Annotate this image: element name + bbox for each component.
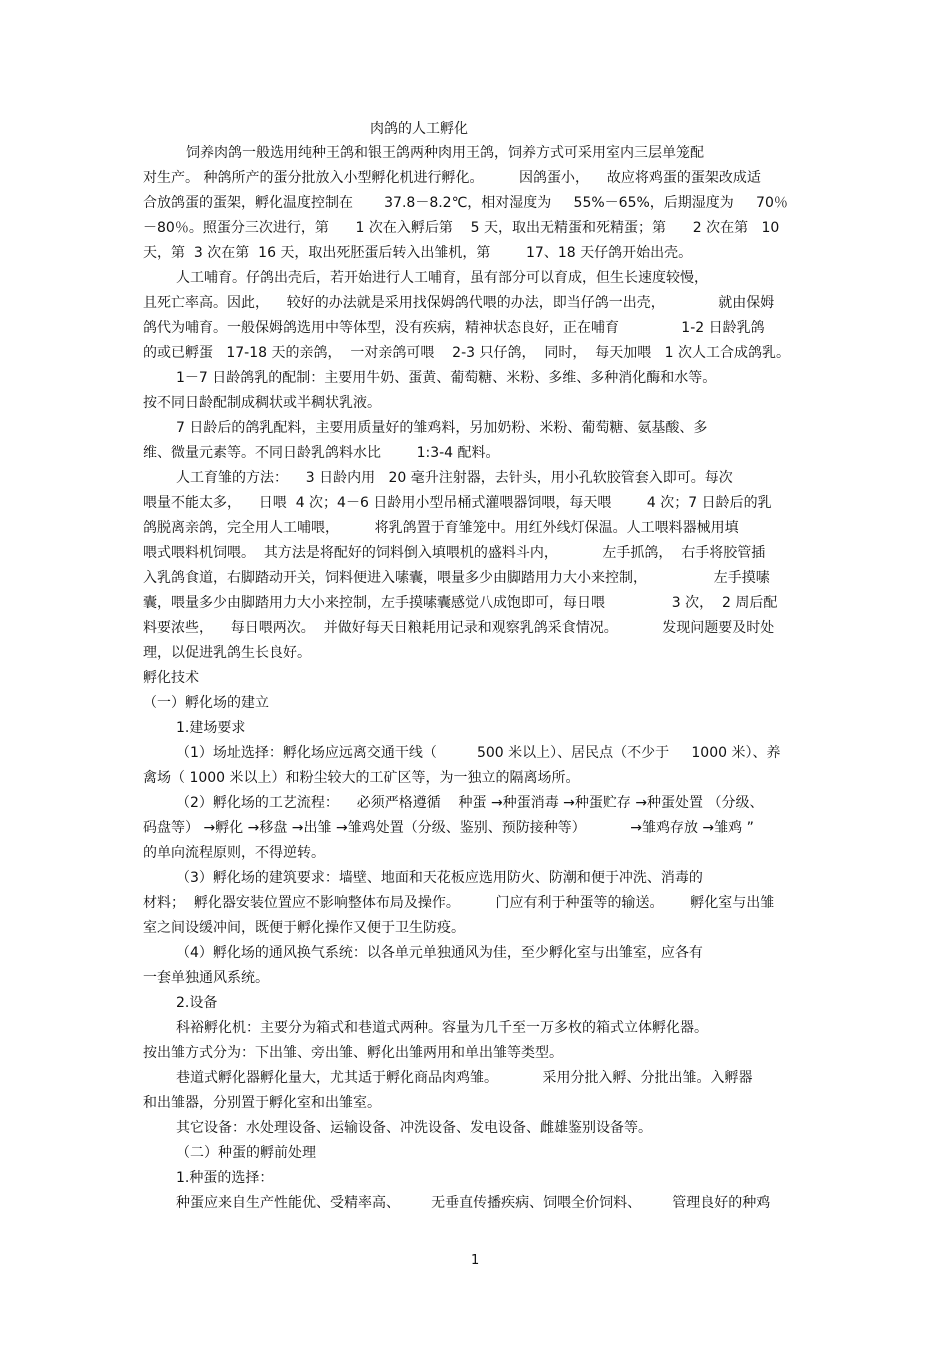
- text-line: 码盘等） →孵化 →移盘 →出雏 →雏鸡处置（分级、鉴别、预防接种等） →雏鸡存放 →雏鸡 ”: [143, 820, 754, 836]
- text-line: 鸽代为哺育。一般保姆鸽选用中等体型，没有疾病，精神状态良好，正在哺育 1-2 日龄乳鸽: [143, 320, 765, 336]
- text-line: 合放鸽蛋的蛋架，孵化温度控制在 37.8－8.2℃，相对湿度为 55%－65%，后期湿度为 70％: [143, 195, 788, 211]
- text-line: 种蛋应来自生产性能优、受精率高、 无垂直传播疾病、饲喂全价饲料、 管理良好的种鸡: [176, 1195, 771, 1211]
- subsection-heading: 2.设备: [176, 995, 218, 1011]
- text-line: （1）场址选择：孵化场应远离交通干线（ 500 米以上）、居民点（不少于 1000 米）、养: [176, 745, 781, 761]
- text-line: 材料； 孵化器安装位置应不影响整体布局及操作。 门应有利于种蛋等的输送。 孵化室与出雏: [143, 895, 775, 911]
- text-line: 的单向流程原则，不得逆转。: [143, 845, 325, 861]
- text-line: 理，以促进乳鸽生长良好。: [143, 645, 311, 661]
- page-number: 1: [471, 1253, 480, 1268]
- text-line: （4）孵化场的通风换气系统：以各单元单独通风为佳，至少孵化室与出雏室，应各有: [176, 945, 703, 961]
- text-line: －80％。照蛋分三次进行，第 1 次在入孵后第 5 天，取出无精蛋和死精蛋；第 2 次在第 10: [143, 220, 780, 236]
- text-line: 人工育雏的方法： 3 日龄内用 20 毫升注射器，去针头，用小孔软胶管套入即可。每次: [176, 470, 733, 486]
- text-line: （2）孵化场的工艺流程： 必须严格遵循 种蛋 →种蛋消毒 →种蛋贮存 →种蛋处置 （分级、: [176, 795, 764, 811]
- subsection-heading: （二）种蛋的孵前处理: [176, 1145, 316, 1161]
- section-heading: 孵化技术: [143, 670, 199, 686]
- subsection-heading: （一）孵化场的建立: [143, 695, 269, 711]
- text-line: 对生产。 种鸽所产的蛋分批放入小型孵化机进行孵化。 因鸽蛋小， 故应将鸡蛋的蛋架改成适: [143, 170, 761, 186]
- text-line: 人工哺育。仔鸽出壳后，若开始进行人工哺育，虽有部分可以育成，但生长速度较慢，: [176, 270, 708, 286]
- text-line: 其它设备：水处理设备、运输设备、冲洗设备、发电设备、雌雄鉴别设备等。: [176, 1120, 652, 1136]
- text-line: 按出雏方式分为：下出雏、旁出雏、孵化出雏两用和单出雏等类型。: [143, 1045, 563, 1061]
- text-line: 喂式喂料机饲喂。 其方法是将配好的饲料倒入填喂机的盛料斗内， 左手抓鸽， 右手将胶管插: [143, 545, 766, 561]
- text-line: 饲养肉鸽一般选用纯种王鸽和银王鸽两种肉用王鸽，饲养方式可采用室内三层单笼配: [186, 145, 704, 161]
- text-line: 喂量不能太多， 日喂 4 次；4－6 日龄用小型吊桶式灌喂器饲喂，每天喂 4 次；7 日龄后的乳: [143, 495, 772, 511]
- text-line: 料要浓些， 每日喂两次。 并做好每天日粮耗用记录和观察乳鸽采食情况。 发现问题要及时处: [143, 620, 775, 636]
- text-line: 鸽脱离亲鸽，完全用人工哺喂， 将乳鸽置于育雏笼中。用红外线灯保温。人工喂料器械用填: [143, 520, 739, 536]
- subsection-heading: 1.建场要求: [176, 720, 246, 736]
- text-line: 的或已孵蛋 17-18 天的亲鸽， 一对亲鸽可喂 2-3 只仔鸽， 同时， 每天加喂 1 次人工合成鸽乳。: [143, 345, 791, 361]
- page-title: 肉鸽的人工孵化: [370, 121, 468, 137]
- text-line: （3）孵化场的建筑要求：墙壁、地面和天花板应选用防火、防潮和便于冲洗、消毒的: [176, 870, 703, 886]
- subsection-heading: 1.种蛋的选择：: [176, 1170, 274, 1186]
- text-line: 室之间设缓冲间，既便于孵化操作又便于卫生防疫。: [143, 920, 465, 936]
- text-line: 囊，喂量多少由脚踏用力大小来控制，左手摸嗉囊感觉八成饱即可，每日喂 3 次， 2 周后配: [143, 595, 778, 611]
- text-line: 一套单独通风系统。: [143, 970, 269, 986]
- text-line: 和出雏器，分别置于孵化室和出雏室。: [143, 1095, 381, 1111]
- text-line: 且死亡率高。因此， 较好的办法就是采用找保姆鸽代喂的办法，即当仔鸽一出壳， 就由保姆: [143, 295, 775, 311]
- text-line: 科裕孵化机：主要分为箱式和巷道式两种。容量为几千至一万多枚的箱式立体孵化器。: [176, 1020, 708, 1036]
- text-line: 巷道式孵化器孵化量大，尤其适于孵化商品肉鸡雏。 采用分批入孵、分批出雏。入孵器: [176, 1070, 753, 1086]
- text-line: 天，第 3 次在第 16 天，取出死胚蛋后转入出雏机，第 17、18 天仔鸽开始出壳。: [143, 245, 693, 261]
- text-line: 入乳鸽食道，右脚踏动开关，饲料便进入嗉囊，喂量多少由脚踏用力大小来控制， 左手摸嗉: [143, 570, 770, 586]
- text-line: 维、微量元素等。不同日龄乳鸽料水比 1:3-4 配料。: [143, 445, 500, 461]
- text-line: 禽场（ 1000 米以上）和粉尘较大的工矿区等，为一独立的隔离场所。: [143, 770, 580, 786]
- text-line: 1－7 日龄鸽乳的配制：主要用牛奶、蛋黄、葡萄糖、米粉、多维、多种消化酶和水等。: [176, 370, 717, 386]
- text-line: 按不同日龄配制成稠状或半稠状乳液。: [143, 395, 381, 411]
- text-line: 7 日龄后的鸽乳配料，主要用质量好的雏鸡料，另加奶粉、米粉、葡萄糖、氨基酸、多: [176, 420, 708, 436]
